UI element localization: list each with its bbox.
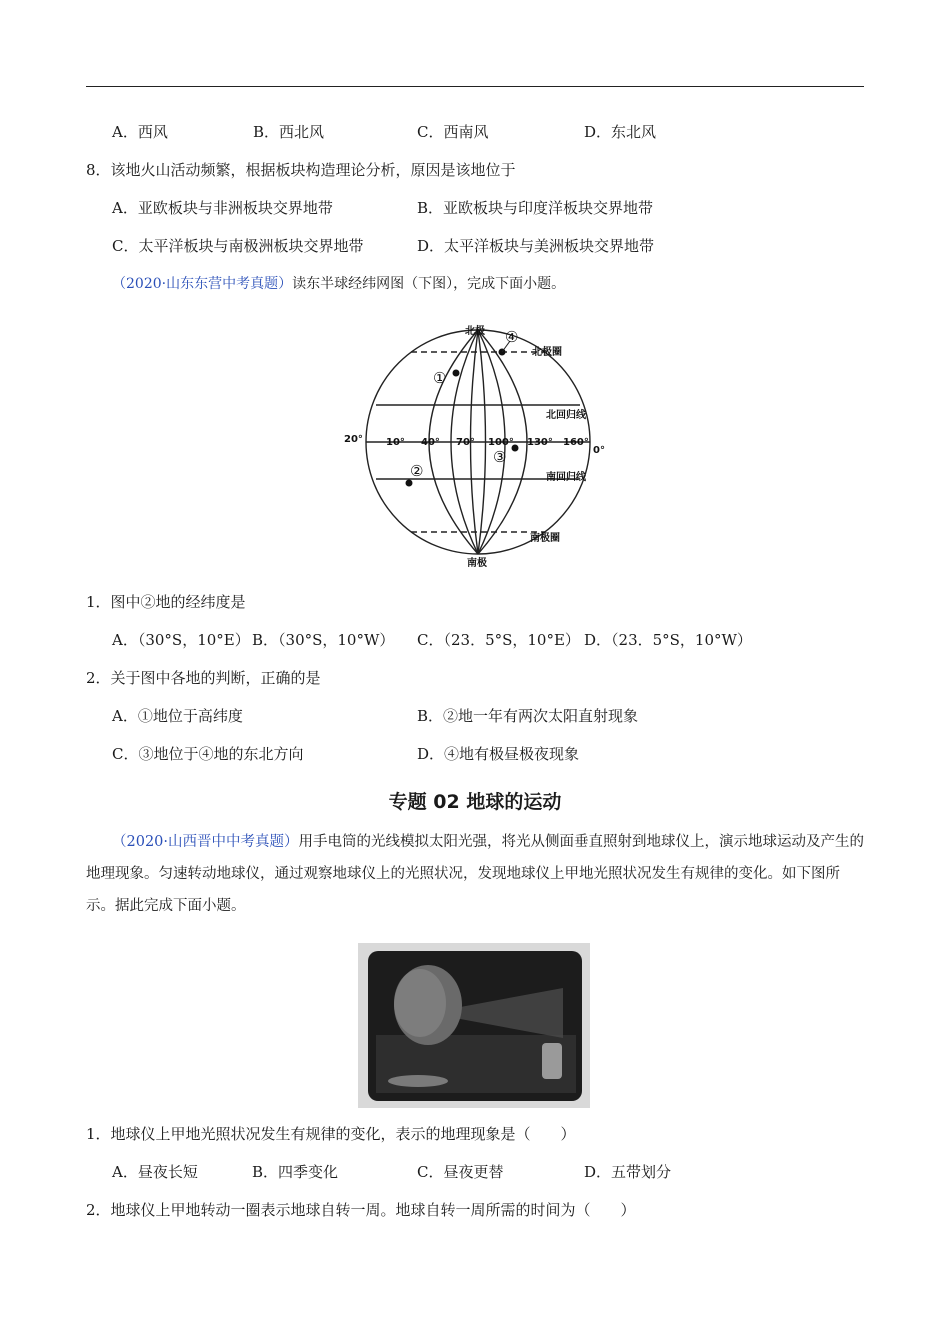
hemisphere-grid-figure (340, 322, 610, 570)
south-pole-label: 南极 (467, 558, 487, 569)
lon-label-70: 70° (456, 437, 475, 448)
q8-stem: 8．该地火山活动频繁，根据板块构造理论分析，原因是该地位于 (86, 161, 516, 179)
lon-label-130: 130° (527, 437, 553, 448)
lon-label-40: 40° (421, 437, 440, 448)
arctic-circle-label: 北极圈 (532, 347, 562, 358)
s1-q1-option-b: B．（30°S，10°W） (252, 631, 395, 649)
point-2-label: ② (410, 462, 424, 480)
s1-q1-option-a: A．（30°S，10°E） (112, 631, 250, 649)
s2-q1-option-b: B．四季变化 (252, 1163, 339, 1181)
q7-option-b: B．西北风 (253, 123, 325, 141)
s1-q2-option-d: D．④地有极昼极夜现象 (417, 745, 580, 763)
intro-text: 读东半球经纬网图（下图），完成下面小题。 (292, 276, 566, 292)
q7-option-c: C．西南风 (417, 123, 489, 141)
s1-q2-option-a: A．①地位于高纬度 (112, 707, 243, 725)
point-1-dot (453, 370, 460, 377)
s1-q1-option-d: D．（23．5°S，10°W） (584, 631, 752, 649)
q7-option-d: D．东北风 (584, 123, 657, 141)
s2-q1-option-c: C．昼夜更替 (417, 1163, 504, 1181)
s1-q2-stem: 2．关于图中各地的判断，正确的是 (86, 669, 321, 687)
s2-q1-option-d: D．五带划分 (584, 1163, 672, 1181)
tropic-capricorn-label: 南回归线 (546, 472, 586, 483)
point-4-label: ④ (505, 328, 519, 346)
lon-label-100: 100° (488, 437, 514, 448)
q7-option-a: A．西风 (112, 123, 168, 141)
lon-label-160: 160° (563, 437, 589, 448)
s2-q1-option-a: A．昼夜长短 (112, 1163, 198, 1181)
equator-label: 0° (593, 445, 605, 456)
header-rule (86, 86, 864, 87)
tropic-cancer-label: 北回归线 (546, 410, 586, 421)
s1-q1-stem: 1．图中②地的经纬度是 (86, 593, 246, 611)
intro-2-text: 用手电筒的光线模拟太阳光强，将光从侧面垂直照射到地球仪上，演示地球运动及产生的地理现象。匀速转动地球仪，通过观察地球仪上的光照状况，发现地球仪上甲地光照状况发生有规律的变化。如下图所示。据此完成下面小题。 (86, 834, 865, 914)
point-2-dot (406, 480, 413, 487)
north-pole-label: 北极 (465, 326, 485, 337)
point-1-label: ① (433, 369, 447, 387)
s2-q1-stem: 1．地球仪上甲地光照状况发生有规律的变化，表示的地理现象是（ ） (86, 1125, 576, 1143)
source-tag: （2020·山东东营中考真题） (112, 276, 293, 292)
lon-label-20: 20° (344, 434, 363, 445)
source-tag-2: （2020·山西晋中中考真题） (112, 834, 299, 850)
intro-1 (112, 273, 565, 295)
s1-q2-option-b: B．②地一年有两次太阳直射现象 (417, 707, 639, 725)
q8-option-a: A．亚欧板块与非洲板块交界地带 (112, 199, 333, 217)
q8-option-b: B．亚欧板块与印度洋板块交界地带 (417, 199, 654, 217)
lon-label-10: 10° (386, 437, 405, 448)
s2-q2-stem: 2．地球仪上甲地转动一圈表示地球自转一周。地球自转一周所需的时间为（ ） (86, 1201, 636, 1219)
q8-option-d: D．太平洋板块与美洲板块交界地带 (417, 237, 655, 255)
point-3-label: ③ (493, 448, 507, 466)
section-title: 专题 02 地球的运动 (388, 791, 562, 813)
s1-q1-option-c: C．（23．5°S，10°E） (417, 631, 580, 649)
globe-flashlight-photo (358, 943, 590, 1108)
intro-2 (86, 826, 866, 922)
s1-q2-option-c: C．③地位于④地的东北方向 (112, 745, 304, 763)
antarctic-circle-label: 南极圈 (530, 533, 560, 544)
q8-option-c: C．太平洋板块与南极洲板块交界地带 (112, 237, 364, 255)
